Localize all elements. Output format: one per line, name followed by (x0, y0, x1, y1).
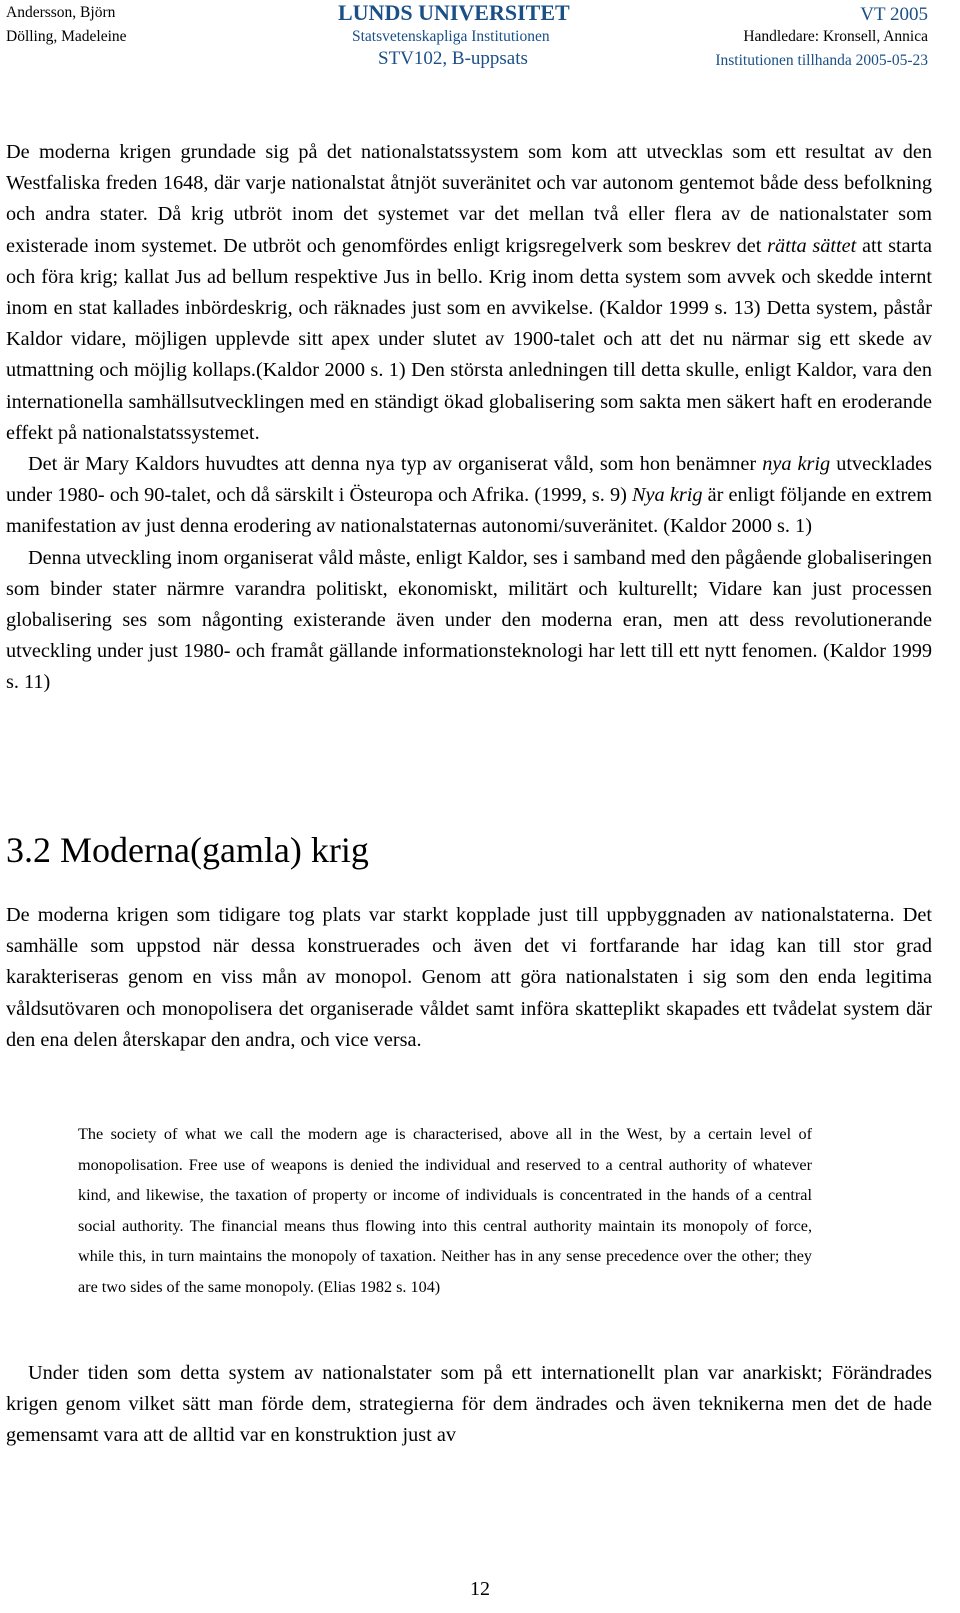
emphasis-nya-krig-2: Nya krig (632, 484, 703, 507)
author-1: Andersson, Björn (6, 4, 116, 21)
paragraph-4: De moderna krigen som tidigare tog plats var starkt kopplade just till uppbyggnaden av nationalstaterna. Det samhälle som uppstod när dessa konstruerades och även det vi fortfarande har idag kan till stor grad karakteriseras genom en viss mån av monopol. Genom att göra nationalstaten i sig som den enda legitima våldsutövaren och monopolisera det organiserade våldet samt införa skatteplikt skapades ett tvådelat system där den ena delen återskapar den andra, och vice versa. (6, 904, 932, 1051)
emphasis-ratta-sattet: rätta sättet (767, 234, 857, 257)
institution-name: Statsvetenskapliga Institutionen (352, 28, 550, 45)
page-number: 12 (470, 1578, 490, 1600)
supervisor-label: Handledare: Kronsell, Annica (743, 28, 928, 45)
section-2-continued (6, 1358, 932, 1452)
submission-date: Institutionen tillhanda 2005-05-23 (715, 52, 928, 69)
course-code: STV102, B-uppsats (378, 48, 528, 69)
page-header (0, 0, 960, 80)
term-label: VT 2005 (860, 4, 928, 25)
paragraph-1: De moderna krigen grundade sig på det nationalstatssystem som kom att utvecklas som ett resultat av den Westfaliska freden 1648, där varje nationalstat åtnjöt suveränitet och var autonom gentemot både dess befolkning och andra stater. Då krig utbröt inom det systemet var det mellan två eller flera av de nationalstater som existerade inom systemet. De utbröt och genomfördes enligt krigsregelverk som beskrev det rätta sättet att starta och föra krig; kallat Jus ad bellum respektive Jus in bello. Krig inom detta system som avvek och skedde internt inom en stat kallades inbördeskrig, och räknades just som en avvikelse. (Kaldor 1999 s. 13) Detta system, påstår Kaldor vidare, möjligen upplevde sitt apex under slutet av 1900-talet och att det nu närmar sig ett skede av utmattning och möjlig kollaps.(Kaldor 2000 s. 1) Den största anledningen till detta skulle, enligt Kaldor, vara den internationella samhällsutvecklingen med en ständigt ökad globalisering som sakta men säkert haft en eroderande effekt på nationalstatssystemet. (6, 141, 932, 444)
section-1-body (6, 137, 932, 699)
paragraph-5: Under tiden som detta system av nationalstater som på ett internationellt plan var anarkiskt; Förändrades krigen genom vilket sätt man förde dem, strategierna för dem ändrades och även teknikerna men det de hade gemensamt vara att de alltid var en konstruktion just av (6, 1362, 932, 1447)
section-2-body (6, 900, 932, 1056)
emphasis-nya-krig: nya krig (762, 453, 831, 476)
quote-text: The society of what we call the modern age is characterised, above all in the West, by a certain level of monopolisation. Free use of weapons is denied the individual and reserved to a central authority of whatever kind, and likewise, the taxation of property or income of individuals is concentrated in the hands of a central social authority. The financial means thus flowing into this central authority maintain its monopoly of force, while this, in turn maintains the monopoly of taxation. Neither has in any sense precedence over the other; they are two sides of the same monopoly. (Elias 1982 s. 104) (78, 1125, 812, 1296)
university-name: LUNDS UNIVERSITET (338, 0, 570, 25)
author-2: Dölling, Madeleine (6, 28, 127, 45)
section-heading: 3.2 Moderna(gamla) krig (6, 830, 369, 870)
block-quote (78, 1119, 812, 1303)
paragraph-2: Det är Mary Kaldors huvudtes att denna nya typ av organiserat våld, som hon benämner nya krig utvecklades under 1980- och 90-talet, och då särskilt i Östeuropa och Afrika. (1999, s. 9) Nya krig är enligt följande en extrem manifestation av just denna erodering av nationalstaternas autonomi/suveränitet. (Kaldor 2000 s. 1) (6, 453, 932, 538)
paragraph-3: Denna utveckling inom organiserat våld måste, enligt Kaldor, ses i samband med den pågående globaliseringen som binder stater närmre varandra politiskt, ekonomiskt, militärt och kulturellt; Vidare kan just processen globalisering ses som någonting existerande även under den moderna eran, men att dess revolutionerande utveckling under just 1980- och framåt gällande informationsteknologi har lett till ett nytt fenomen. (Kaldor 1999 s. 11) (6, 546, 932, 694)
